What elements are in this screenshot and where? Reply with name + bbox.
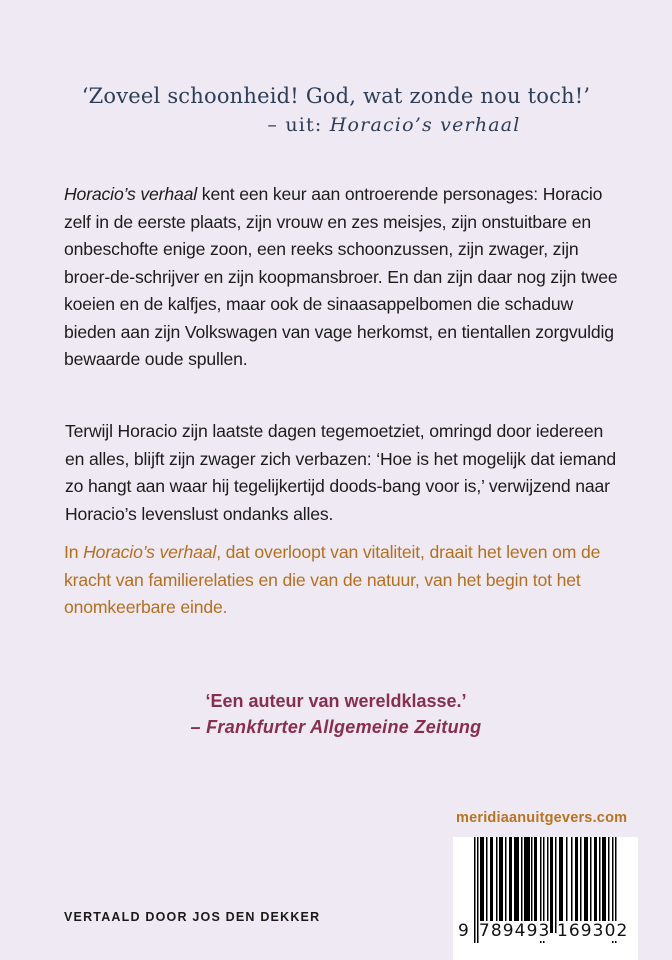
epigraph-text: ‘Zoveel schoonheid! God, wat zonde nou toch!’ xyxy=(81,84,591,108)
isbn-barcode xyxy=(453,837,638,960)
publisher-website[interactable]: meridiaanuitgevers.com xyxy=(456,810,628,826)
isbn-first-digit: 9 xyxy=(458,921,470,941)
paragraph-text: kent een keur aan ontroerende personages: Horacio zelf in de eerste plaats, zijn vrouw en zes meisjes, zijn onstuitbare en onbeschofte enige zoon, een reeks schoonzussen, zijn zwager, zijn broer-de-schrijver en zijn koopmansbroer. En dan zijn daar nog zijn twee koeien en de kalfjes, maar ook de sinaasappelbomen die schaduw bieden aan zijn Volkswagen van vage herkomst, en tientallen zorgvuldig bewaarde oude spullen. xyxy=(64,184,618,369)
paragraph-text: , dat overloopt van vitaliteit, draait het leven om de kracht van familierelaties en die van de natuur, van het begin tot het onomkeerbare einde. xyxy=(64,542,601,617)
attribution-title: Horacio’s verhaal xyxy=(329,114,521,136)
review-source: – Frankfurter Allgemeine Zeitung xyxy=(190,717,482,737)
press-review xyxy=(0,688,672,740)
isbn-number xyxy=(458,921,628,941)
paragraph-prefix: In xyxy=(64,542,84,562)
paragraph-text: Terwijl Horacio zijn laatste dagen tegemoetziet, omringd door iedereen en alles, blijft zijn zwager zich verbazen: ‘Hoe is het mogelijk dat iemand zo hangt aan waar hij tegelijkertijd doods-bang voor is,’ verwijzend naar Horacio’s levenslust ondanks alles. xyxy=(65,421,617,524)
isbn-right-group: 169302 xyxy=(556,921,629,941)
translator-credit: VERTAALD DOOR JOS DEN DEKKER xyxy=(64,910,321,924)
blurb-paragraph-1 xyxy=(64,181,624,374)
attribution-prefix: – uit: xyxy=(267,114,330,136)
epigraph-quote xyxy=(0,82,672,140)
blurb-paragraph-3-highlight xyxy=(64,539,624,622)
book-title-italic: Horacio’s verhaal xyxy=(83,542,217,562)
book-title-italic: Horacio’s verhaal xyxy=(64,184,198,204)
epigraph-attribution xyxy=(0,110,672,140)
isbn-left-group: 789493 xyxy=(478,921,551,941)
blurb-paragraph-2 xyxy=(65,418,625,528)
review-quote: ‘Een auteur van wereldklasse.’ xyxy=(205,691,467,711)
